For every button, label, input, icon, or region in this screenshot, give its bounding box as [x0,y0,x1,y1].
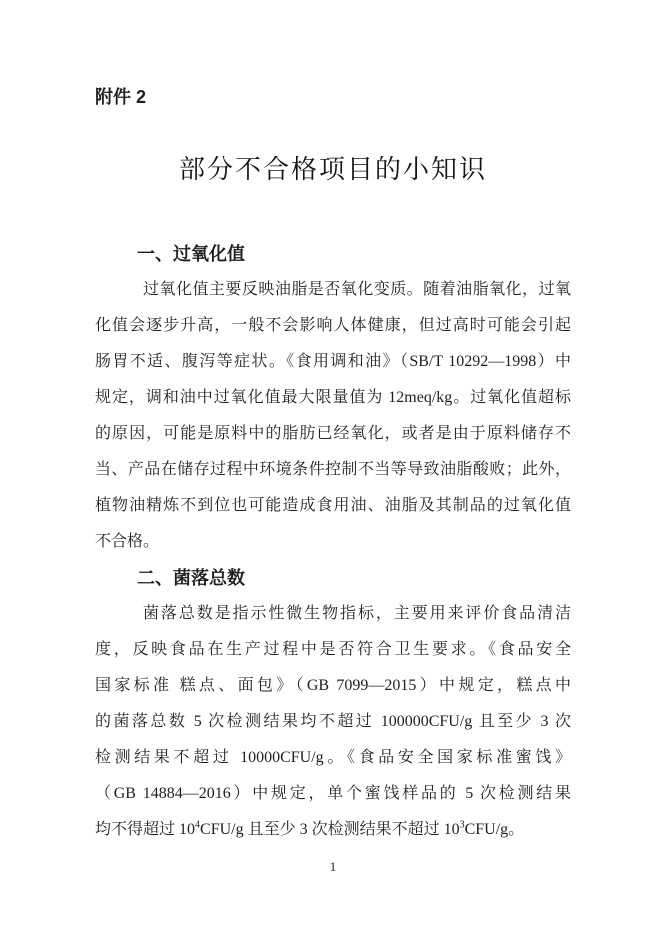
body-line: 菌落总数是指示性微生物指标，主要用来评价食品清洁 [143,605,571,622]
attachment-label: 附件 2 [95,87,147,107]
body-line: （GB 14884—2016）中规定，单个蜜饯样品的 5 次检测结果 [95,785,571,802]
body-line: 的菌落总数 5 次检测结果均不超过 100000CFU/g 且至少 3 次 [95,713,571,730]
body-line [95,812,571,848]
body-line: 度，反映食品在生产过程中是否符合卫生要求。《食品安全 [95,641,571,658]
document-content [95,0,571,876]
body-line: 过氧化值主要反映油脂是否氧化变质。随着油脂氧化，过氧 [143,281,571,298]
section-1 [95,236,571,560]
body-line: 肠胃不适、腹泻等症状。《食用调和油》（SB/T 10292—1998）中 [95,353,571,370]
section-2 [95,560,571,848]
superscript: 4 [195,819,201,831]
section-heading: 二、菌落总数 [137,568,245,588]
body-line: 检测结果不超过 10000CFU/g。《食品安全国家标准蜜饯》 [95,749,571,766]
body-line: 国家标准 糕点、面包》（GB 7099—2015）中规定，糕点中 [95,677,571,694]
body-line: 的原因，可能是原料中的脂肪已经氧化，或者是由于原料储存不 [95,425,571,442]
document-sections [95,236,571,848]
text-segment: CFU/g。 [464,821,525,838]
body-line: 规定，调和油中过氧化值最大限量值为 12meq/kg。过氧化值超标 [95,389,571,406]
text-segment: CFU/g 且至少 3 次检测结果不超过 10 [200,821,460,838]
body-line: 不合格。 [95,533,160,550]
body-line: 植物油精炼不到位也可能造成食用油、油脂及其制品的过氧化值 [95,497,571,514]
document-title: 部分不合格项目的小知识 [178,155,487,184]
body-line: 当、产品在储存过程中环境条件控制不当等导致油脂酸败；此外， [95,461,571,478]
superscript: 3 [459,819,465,831]
page-number: 1 [329,859,337,874]
body-line: 化值会逐步升高，一般不会影响人体健康，但过高时可能会引起 [95,317,571,334]
section-heading: 一、过氧化值 [137,244,245,264]
text-segment: 均不得超过 10 [95,821,196,838]
